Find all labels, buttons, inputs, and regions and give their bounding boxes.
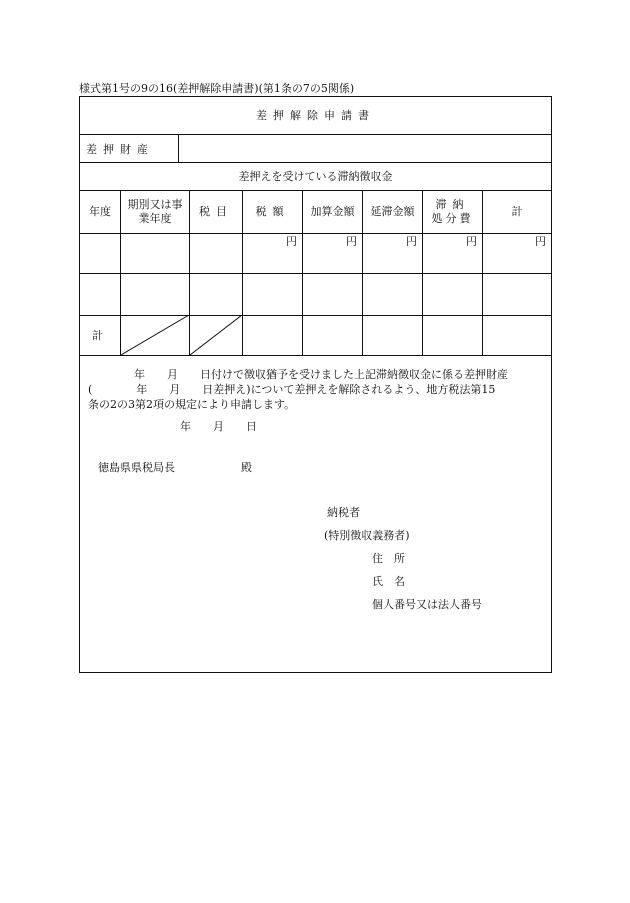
yen-unit: 円 [406,235,417,248]
application-form [79,96,552,673]
header-delinquency: 延滞金額 [370,205,415,218]
yen-unit: 円 [466,235,477,248]
header-disposal-1: 滞納 [435,198,470,211]
name-label: 氏 名 [372,575,405,588]
divider [80,162,551,163]
statement-line-2: ( 年 月 日差押え)について差押えを解除されるよう、地方税法第15 [88,383,496,396]
header-year: 年度 [89,205,111,218]
diagonal-slashes [120,315,242,355]
divider [80,355,551,356]
header-tax-item: 税目 [199,205,233,218]
header-period-2: 業年度 [138,212,172,225]
header-period-1: 期別又は事 [127,198,183,211]
header-tax-amount: 税額 [255,205,290,218]
divider [178,134,179,162]
statement-line-3: 条の2の3第2項の規定により申請します。 [88,398,296,411]
seized-property-label: 差押財産 [86,143,154,156]
divider [80,273,551,274]
application-statement [88,367,546,412]
section-header: 差押えを受けている滞納徴収金 [238,170,393,183]
form-title: 差押解除申請書 [256,109,375,122]
form-number: 様式第1号の9の16(差押解除申請書)(第1条の7の5関係) [79,82,355,95]
taxpayer-label: 納税者 [327,506,360,519]
yen-unit: 円 [535,235,546,248]
header-surcharge: 加算金額 [310,205,355,218]
seized-property-field[interactable] [180,135,548,161]
honorific: 殿 [241,461,252,474]
total-row-label: 計 [92,329,103,342]
addressee: 徳島県県税局長 [98,461,175,474]
yen-unit: 円 [346,235,357,248]
divider [80,190,551,191]
header-disposal-2: 処分費 [431,212,474,225]
slash-item [190,315,242,355]
yen-unit: 円 [286,235,297,248]
id-number-label: 個人番号又は法人番号 [372,598,482,611]
statement-line-1: 年 月 日付けで徴収猶予を受けました上記滞納徴収金に係る差押財産 [134,368,508,381]
header-total: 計 [511,205,523,218]
slash-period [121,315,189,355]
application-date: 年 月 日 [180,420,257,433]
address-label: 住 所 [372,552,405,565]
divider [80,233,551,234]
special-collector-label: (特別徴収義務者) [324,529,410,542]
